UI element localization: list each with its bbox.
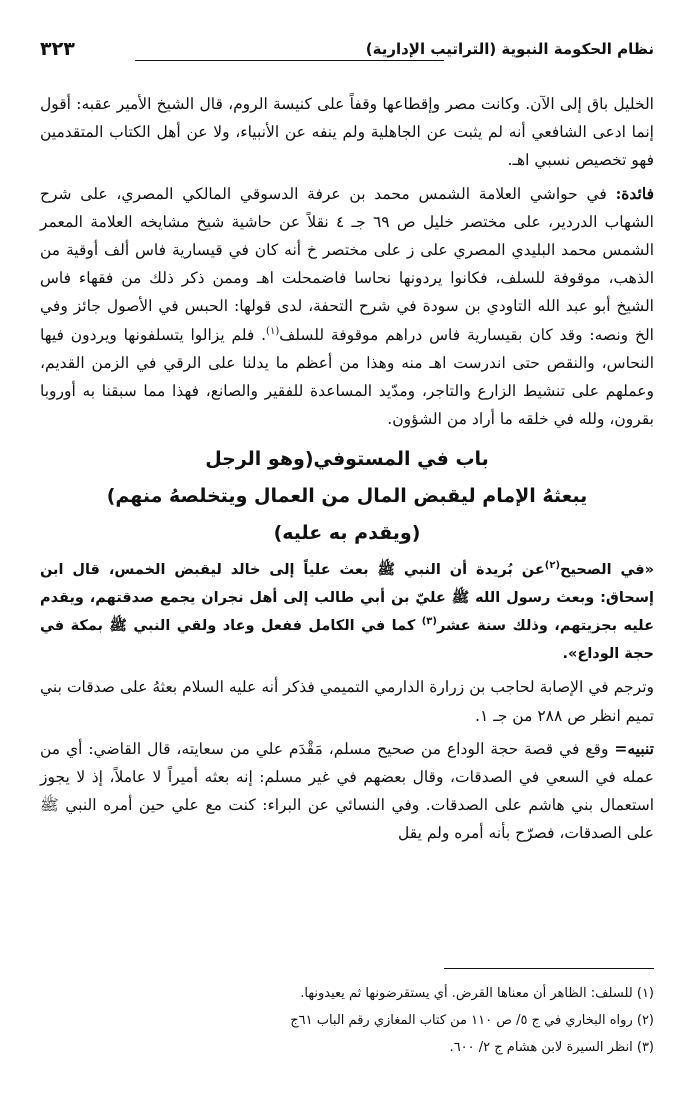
faida-text-b: . فلم يزالوا يتسلفونها ويردون فيها النحاس، والنقص حتى اندرست اهـ منه وهذا من أعظم ما يدلنا على الرقي في الزمن القديم، وعملهم على تنشيط الزارع والتاجر، ومدّيد المساعدة للفقير والصانع، فهذا مما سبقنا به أوروبا بقرون، ولله في خلقه ما أراد من الشؤون. [40, 325, 654, 429]
heading-line-1: باب في المستوفي(وهو الرجل [205, 448, 489, 471]
hadith-text-a: «في الصحيح [560, 562, 654, 579]
page-number: ٣٢٣ [40, 38, 75, 60]
header-title: نظام الحكومة النبوية (التراتيب الإدارية) [365, 40, 654, 58]
footnote-ref-2: (٢) [544, 560, 561, 572]
tanbih-label: تنبيه= [614, 738, 654, 758]
footnote-separator [444, 968, 654, 969]
paragraph-1: الخليل باق إلى الآن. وكانت مصر وإقطاعها وقفاً على كنيسة الروم، قال الشيخ الأمير عقبه: أقول إنما ادعى الشافعي أنه لم يثبت عن الجاهلية ولم ينفه عن الأنبياء، ولا عن أهل الكتاب المتقدمين فهو تخصيص نسبي اهـ. [40, 95, 654, 170]
footnote-1: (١) للسلف: الظاهر أن معناها القرض. أي يستقرضونها ثم يعيدونها. [300, 986, 654, 1001]
footnote-ref-3: (٣) [421, 616, 437, 628]
footnote-2: (٢) رواه البخاري في ج ٥/ ص ١١٠ من كتاب المغازي رقم الباب ٦١ج [290, 1013, 654, 1028]
paragraph-tanbih [40, 735, 654, 848]
footnotes [40, 980, 654, 1061]
hadith-text-c: كما في الكامل ففعل وعاد ولقي النبي ﷺ بمكة في حجة الوداع». [40, 618, 654, 663]
paragraph-faida [40, 180, 654, 434]
header-rule [135, 60, 444, 61]
running-header [40, 40, 654, 66]
footnote-ref-1: (١) [266, 325, 280, 337]
tanbih-text: وقع في قصة حجة الوداع من صحيح مسلم، مَقْدَم علي من سعايته، قال القاضي: أي من عمله في السعي في الصدقات، وقال بعضهم في غير مسلم: إنه بعثه أميراً لا عاملاً، إذ لا يجوز استعمال بني هاشم على الصدقات. وفي النسائي عن البراء: كنت مع علي حين أمره النبي ﷺ على الصدقات، فصرّح بأنه أمره ولم يقل [40, 739, 654, 843]
heading-line-3: (ويقدم به عليه) [273, 522, 421, 545]
footnote-3: (٣) انظر السيرة لابن هشام ج ٢/ ٦٠٠. [449, 1040, 654, 1055]
hadith-text-b: عن بُريدة أن النبي ﷺ بعث علياً إلى خالد ليقبض الخمس، قال ابن إسحاق: وبعث رسول الله ﷺ عليّ بن أبي طالب إلى أهل نجران يجمع صدقتهم، ويقدم عليه بجزيتهم، وذلك سنة عشر [40, 562, 655, 635]
page-body [40, 90, 654, 848]
faida-text-a: في حواشي العلامة الشمس محمد بن عرفة الدسوقي المالكي المصري، على شرح الشهاب الدردير، على مختصر خليل ص ٦٩ جـ ٤ نقلاً عن حاشية شيخ مشايخه العلامة المعمر الشمس محمد البليدي المصري على ز على مختصر خ أنه كان في قيسارية فاس ألف أوقية من الذهب، موقوفة للسلف، فكانوا يردونها نحاسا فاضمحلت اهـ وممن ذكر ذلك من فقهاء فاس الشيخ أبو عبد الله التاودي بن سودة في شرح التحفة، لدى قولها: الحبس في الأصول جائز وفي الخ ونصه: وقد كان بقيسارية فاس دراهم موقوفة للسلف [40, 184, 654, 344]
section-heading [40, 441, 654, 552]
heading-line-2: يبعثهُ الإمام ليقبض المال من العمال ويتخلصهُ منهم) [106, 485, 588, 508]
hadith-paragraph [40, 556, 654, 668]
paragraph-isaba: وترجم في الإصابة لحاجب بن زرارة الدارمي التميمي فذكر أنه عليه السلام بعثهُ على صدقات بني تميم انظر ص ٢٨٨ من جـ ١. [40, 678, 654, 725]
faida-label: فائدة: [615, 183, 654, 203]
